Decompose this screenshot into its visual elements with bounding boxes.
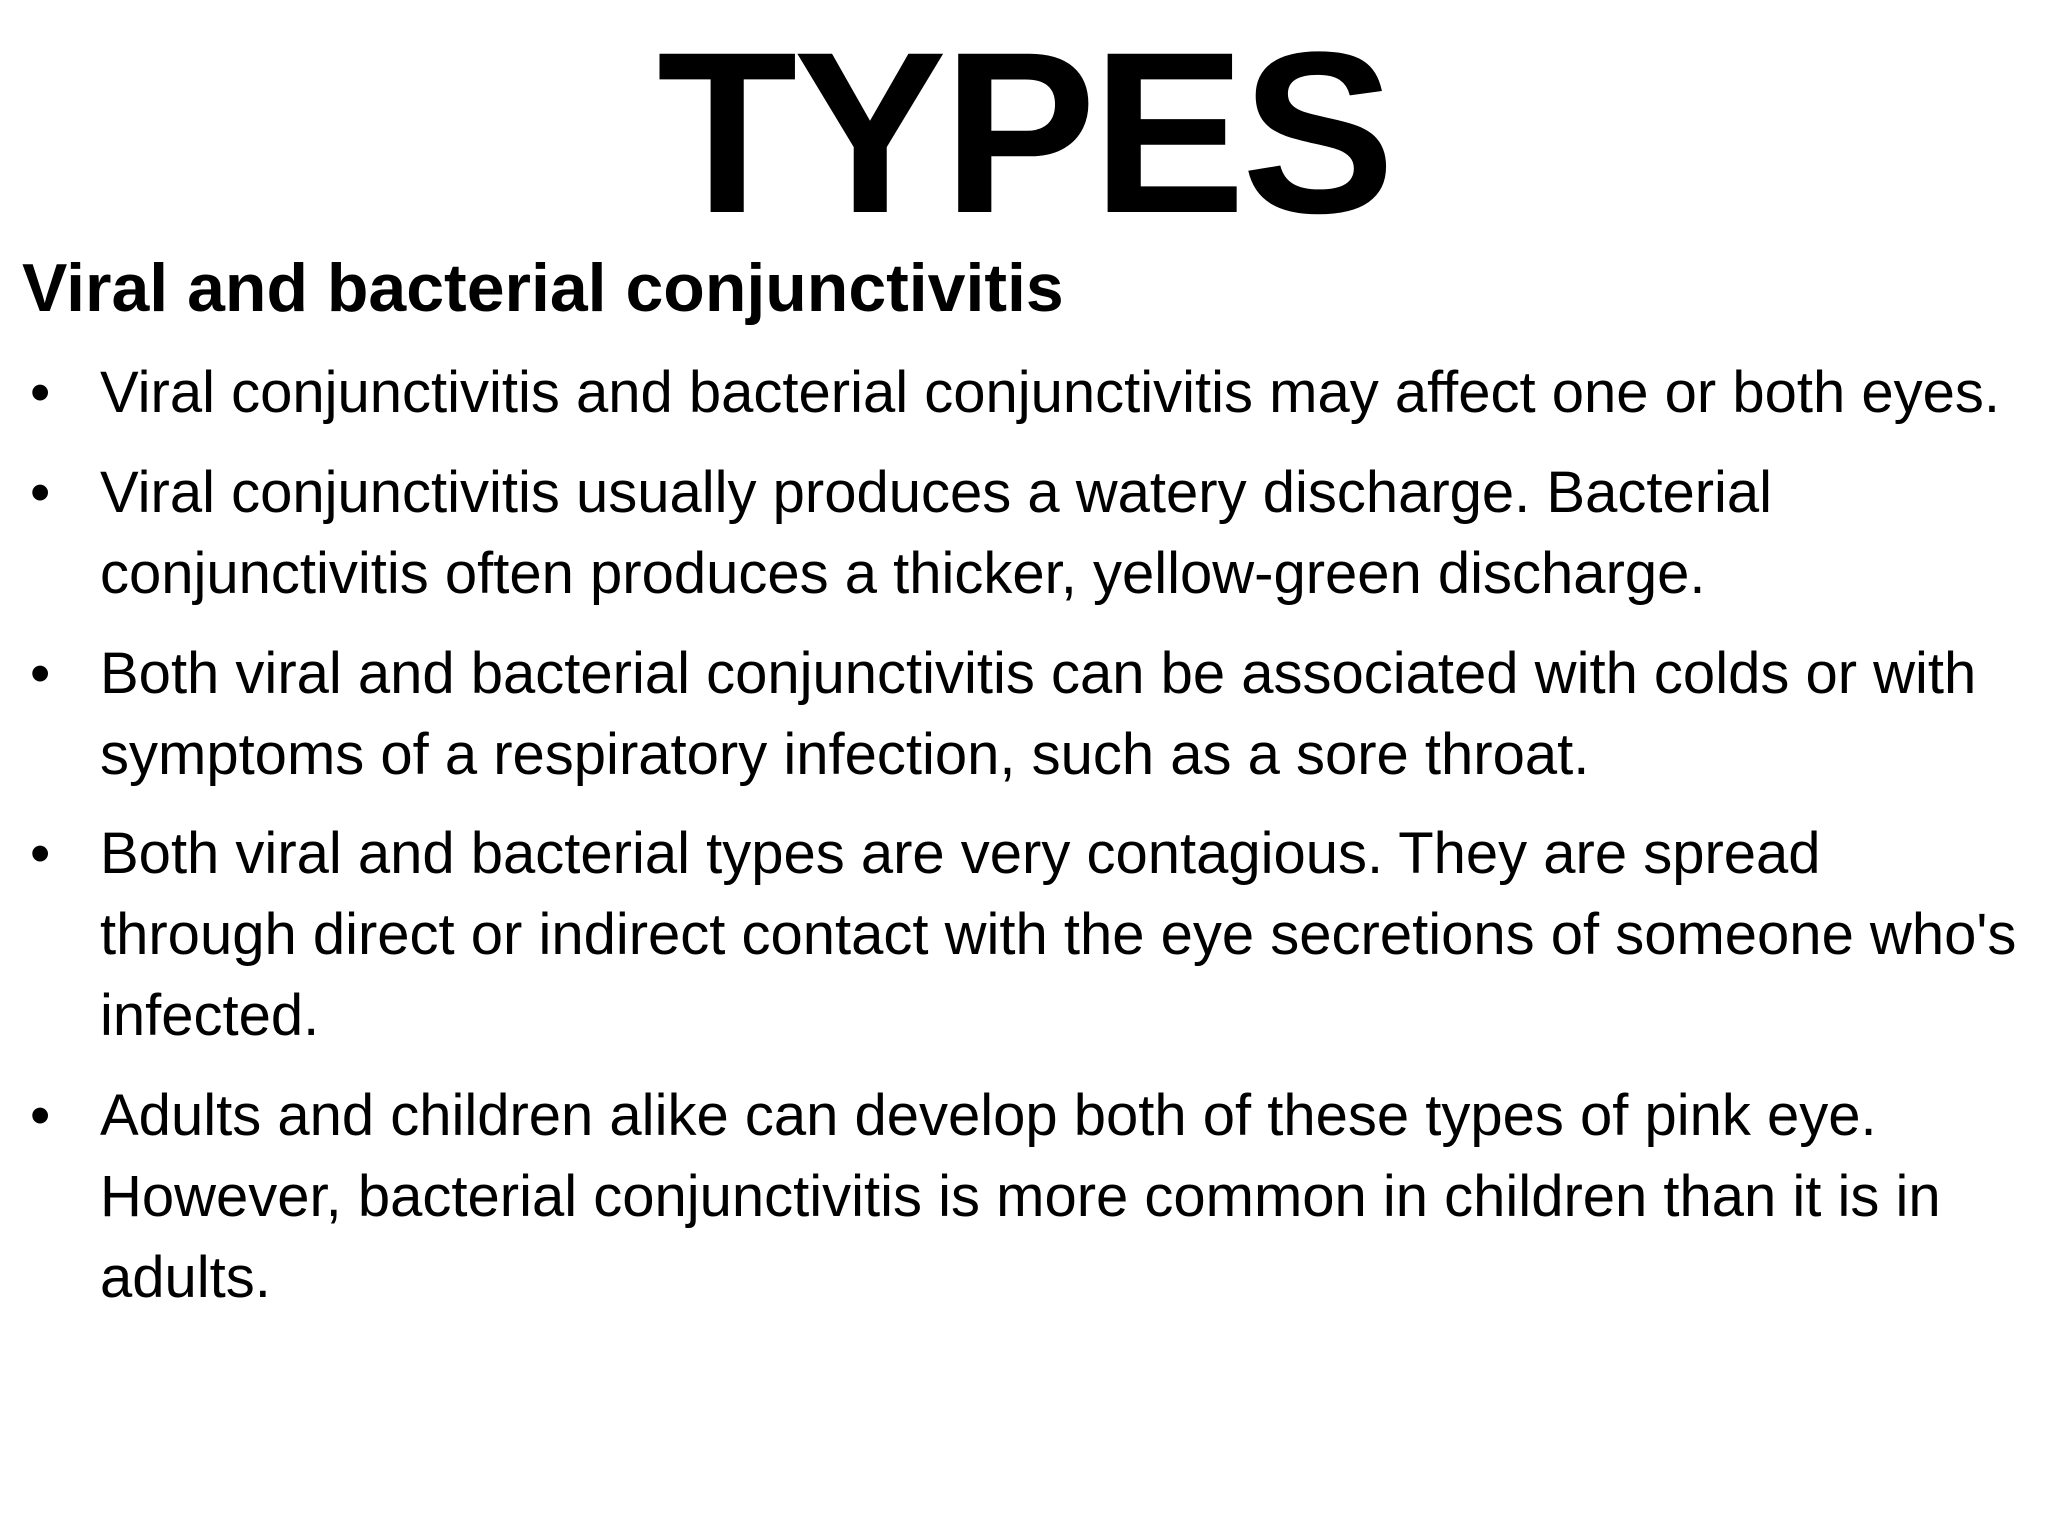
slide-subtitle: Viral and bacterial conjunctivitis	[22, 250, 1064, 326]
bullet-text: Adults and children alike can develop both of these types of pink eye. However, bacterial conjunctivitis is more common in children than it is in adults.	[100, 1083, 1941, 1310]
bullet-icon: •	[30, 821, 51, 886]
bullet-item	[22, 352, 2032, 433]
bullet-item	[22, 633, 2032, 795]
bullet-icon: •	[30, 460, 51, 525]
bullet-icon: •	[30, 641, 51, 706]
slide-title: TYPES	[656, 4, 1392, 261]
bullet-text: Viral conjunctivitis and bacterial conjunctivitis may affect one or both eyes.	[100, 360, 2000, 425]
bullet-item	[22, 813, 2032, 1056]
bullet-list	[22, 352, 2032, 1337]
bullet-item	[22, 1075, 2032, 1318]
bullet-text: Viral conjunctivitis usually produces a watery discharge. Bacterial conjunctivitis often produces a thicker, yellow-green discharge.	[100, 460, 1773, 606]
bullet-text: Both viral and bacterial types are very contagious. They are spread through direct or indirect contact with the eye secretions of someone who's infected.	[100, 821, 2017, 1048]
bullet-text: Both viral and bacterial conjunctivitis can be associated with colds or with symptoms of a respiratory infection, such as a sore throat.	[100, 641, 1977, 787]
bullet-icon: •	[30, 360, 51, 425]
bullet-item	[22, 452, 2032, 614]
bullet-icon: •	[30, 1083, 51, 1148]
